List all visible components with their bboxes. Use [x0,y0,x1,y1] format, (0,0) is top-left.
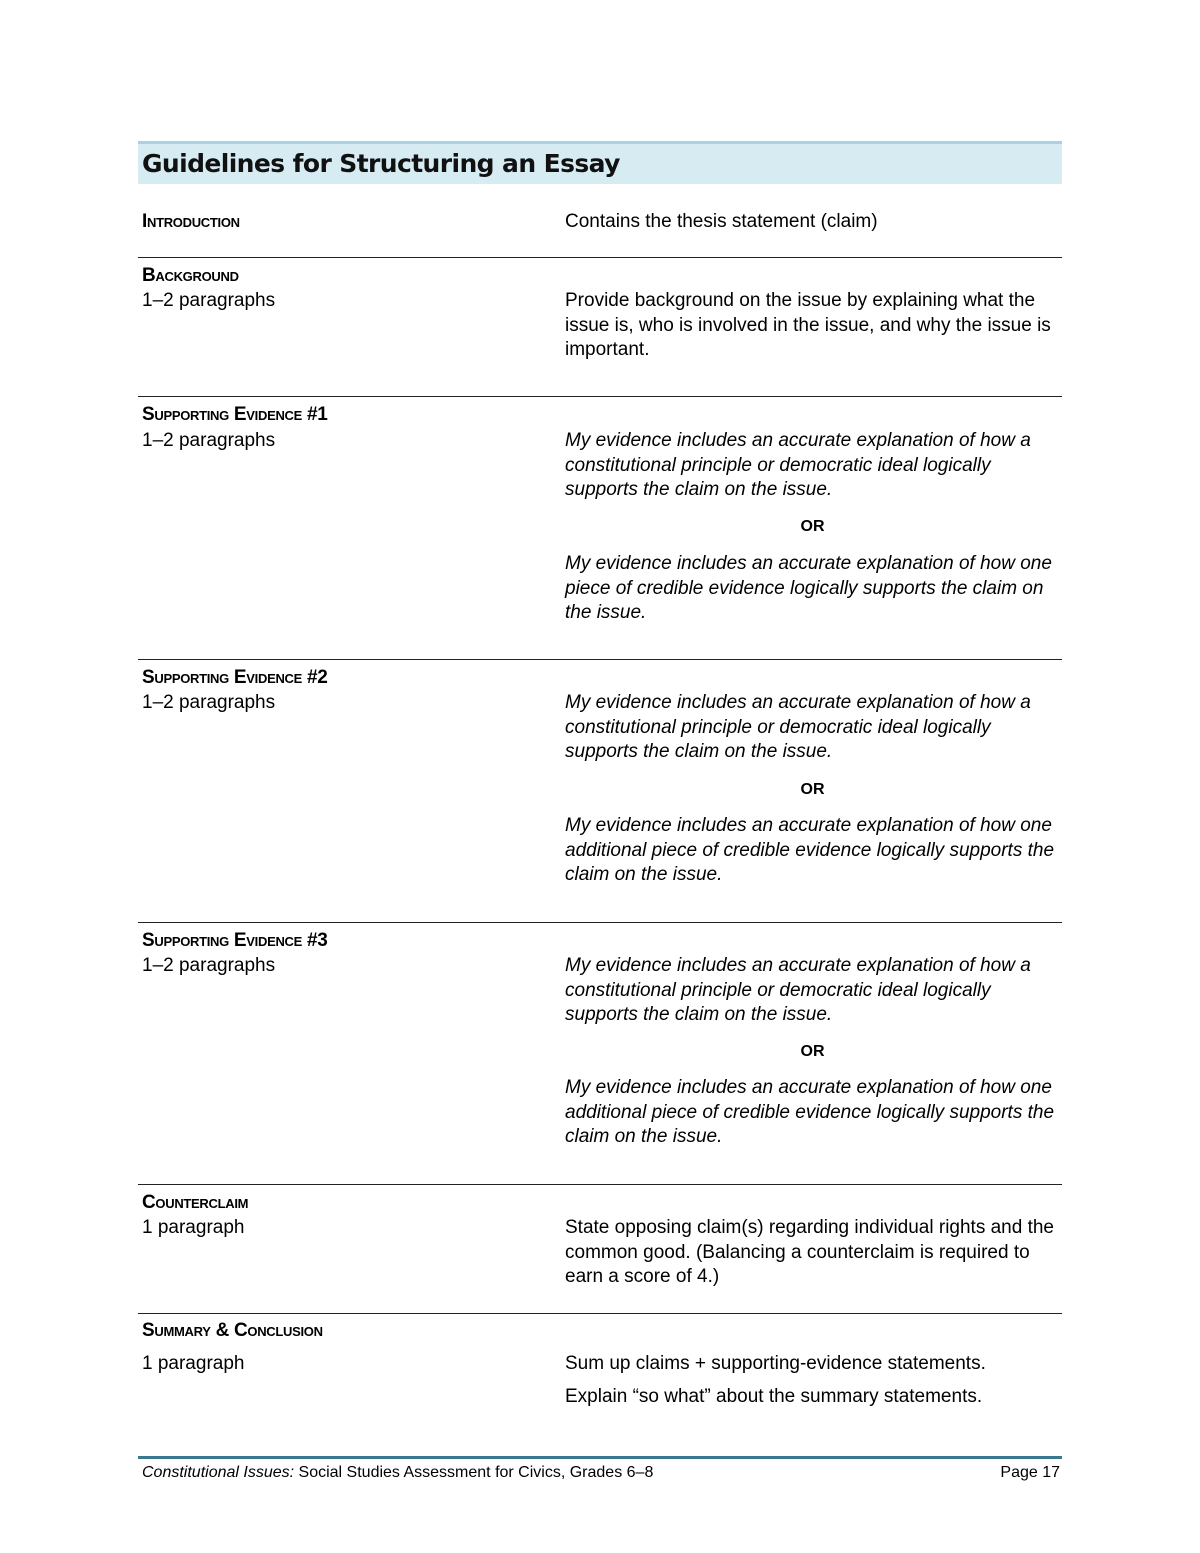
conclusion-heading: Summary & Conclusion [142,1320,323,1341]
footer-rule [138,1456,1062,1459]
evidence1-heading: Supporting Evidence #1 [142,404,328,425]
counterclaim-description: State opposing claim(s) regarding individual rights and the common good. (Balancing a counterclaim is required to earn a score of 4.) [565,1217,1054,1287]
introduction-heading: Introduction [142,211,240,232]
section-divider [138,922,1062,923]
evidence2-option-b: My evidence includes an accurate explanation of how one additional piece of credible evidence logically supports the claim on the issue. [565,815,1055,885]
conclusion-line2: Explain “so what” about the summary statements. [565,1386,983,1407]
evidence3-heading: Supporting Evidence #3 [142,930,328,951]
page-title: Guidelines for Structuring an Essay [138,141,1062,184]
evidence2-or: OR [800,781,825,798]
evidence1-option-b: My evidence includes an accurate explanation of how one piece of credible evidence logically supports the claim on the issue. [565,553,1052,623]
footer-doc-title-italic: Constitutional Issues: [142,1464,295,1481]
evidence2-option-a: My evidence includes an accurate explanation of how a constitutional principle or democratic ideal logically supports the claim on the issue. [565,692,1031,762]
evidence3-option-a: My evidence includes an accurate explanation of how a constitutional principle or democratic ideal logically supports the claim on the issue. [565,955,1031,1025]
evidence1-option-a: My evidence includes an accurate explanation of how a constitutional principle or democratic ideal logically supports the claim on the issue. [565,430,1031,500]
evidence3-or: OR [800,1043,825,1060]
introduction-description: Contains the thesis statement (claim) [565,211,878,232]
conclusion-line1: Sum up claims + supporting-evidence statements. [565,1353,986,1374]
section-divider [138,659,1062,660]
evidence3-option-b: My evidence includes an accurate explanation of how one additional piece of credible evidence logically supports the claim on the issue. [565,1077,1055,1147]
section-divider [138,257,1062,258]
background-description: Provide background on the issue by explaining what the issue is, who is involved in the issue, and why the issue is important. [565,290,1051,360]
evidence2-length: 1–2 paragraphs [142,692,276,713]
evidence2-heading: Supporting Evidence #2 [142,667,328,688]
footer-page-number: Page 17 [1000,1464,1060,1481]
conclusion-length: 1 paragraph [142,1353,245,1374]
section-divider [138,396,1062,397]
counterclaim-length: 1 paragraph [142,1217,245,1238]
footer-doc-subtitle: Social Studies Assessment for Civics, Grades 6–8 [294,1464,654,1481]
footer-doc-title [142,1463,653,1483]
background-heading: Background [142,265,239,286]
evidence3-length: 1–2 paragraphs [142,955,276,976]
section-divider [138,1313,1062,1314]
background-length: 1–2 paragraphs [142,290,276,311]
section-divider [138,1184,1062,1185]
evidence1-length: 1–2 paragraphs [142,430,276,451]
counterclaim-heading: Counterclaim [142,1192,249,1213]
evidence1-or: OR [800,518,825,535]
